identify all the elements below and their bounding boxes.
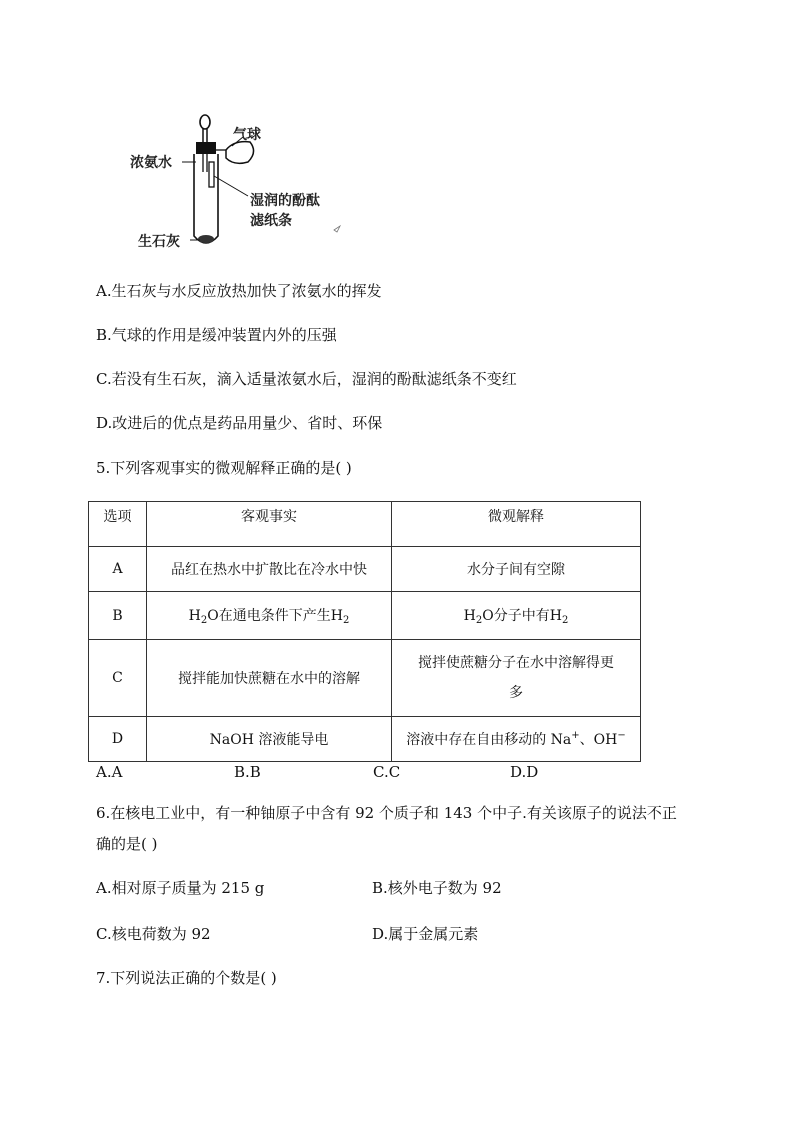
row-b-fact: $H_2O$在通电条件下产生$H_2$ xyxy=(147,592,392,640)
row-a-explain: 水分子间有空隙 xyxy=(392,547,641,592)
paper-label-line2: 滤纸条 xyxy=(250,213,292,229)
q6-option-b: B.核外电子数为 92 xyxy=(372,879,502,897)
apparatus-figure xyxy=(130,112,345,250)
row-d-explain: 溶液中存在自由移动的 Na+、OH− xyxy=(392,717,641,762)
row-b-explain: $H_2O$分子中有$H_2$ xyxy=(392,592,641,640)
row-d-option: D xyxy=(89,717,147,762)
q4-option-b: B.气球的作用是缓冲装置内外的压强 xyxy=(96,326,337,344)
q7-stem: 7.下列说法正确的个数是( ) xyxy=(96,969,277,987)
header-explain: 微观解释 xyxy=(392,502,641,547)
q5-stem: 5.下列客观事实的微观解释正确的是( ) xyxy=(96,459,352,477)
q6-option-c: C.核电荷数为 92 xyxy=(96,925,211,943)
q6-stem-line2: 确的是( ) xyxy=(96,835,158,853)
paper-label-line1: 湿润的酚酞 xyxy=(250,193,320,209)
q4-option-d: D.改进后的优点是药品用量少、省时、环保 xyxy=(96,414,383,432)
row-c-explain: 搅拌使蔗糖分子在水中溶解得更 多 xyxy=(392,640,641,717)
table-row xyxy=(89,717,641,762)
header-option: 选项 xyxy=(89,502,147,547)
q6-stem-line1: 6.在核电工业中，有一种铀原子中含有 92 个质子和 143 个中子.有关该原子的说法不正 xyxy=(96,804,677,822)
q4-option-c: C.若没有生石灰，滴入适量浓氨水后，湿润的酚酞滤纸条不变红 xyxy=(96,370,517,388)
q6-option-a: A.相对原子质量为 215 g xyxy=(96,879,265,897)
q5-answer-c: C.C xyxy=(373,763,401,781)
row-c-option: C xyxy=(89,640,147,717)
row-c-fact: 搅拌能加快蔗糖在水中的溶解 xyxy=(147,640,392,717)
q4-option-a: A.生石灰与水反应放热加快了浓氨水的挥发 xyxy=(96,282,382,300)
row-a-fact: 品红在热水中扩散比在冷水中快 xyxy=(147,547,392,592)
table-row xyxy=(89,547,641,592)
row-a-option: A xyxy=(89,547,147,592)
row-b-option: B xyxy=(89,592,147,640)
ammonia-label: 浓氨水 xyxy=(130,155,172,171)
q5-answer-d: D.D xyxy=(510,763,539,781)
header-fact: 客观事实 xyxy=(147,502,392,547)
table-row xyxy=(89,640,641,717)
q5-answer-b: B.B xyxy=(234,763,261,781)
table-header-row xyxy=(89,502,641,547)
table-row xyxy=(89,592,641,640)
lime-label: 生石灰 xyxy=(138,234,180,250)
q5-answer-a: A.A xyxy=(96,763,123,781)
q5-table xyxy=(88,501,641,762)
balloon-label: 气球 xyxy=(233,127,261,143)
row-d-fact: NaOH 溶液能导电 xyxy=(147,717,392,762)
q6-option-d: D.属于金属元素 xyxy=(372,925,479,943)
